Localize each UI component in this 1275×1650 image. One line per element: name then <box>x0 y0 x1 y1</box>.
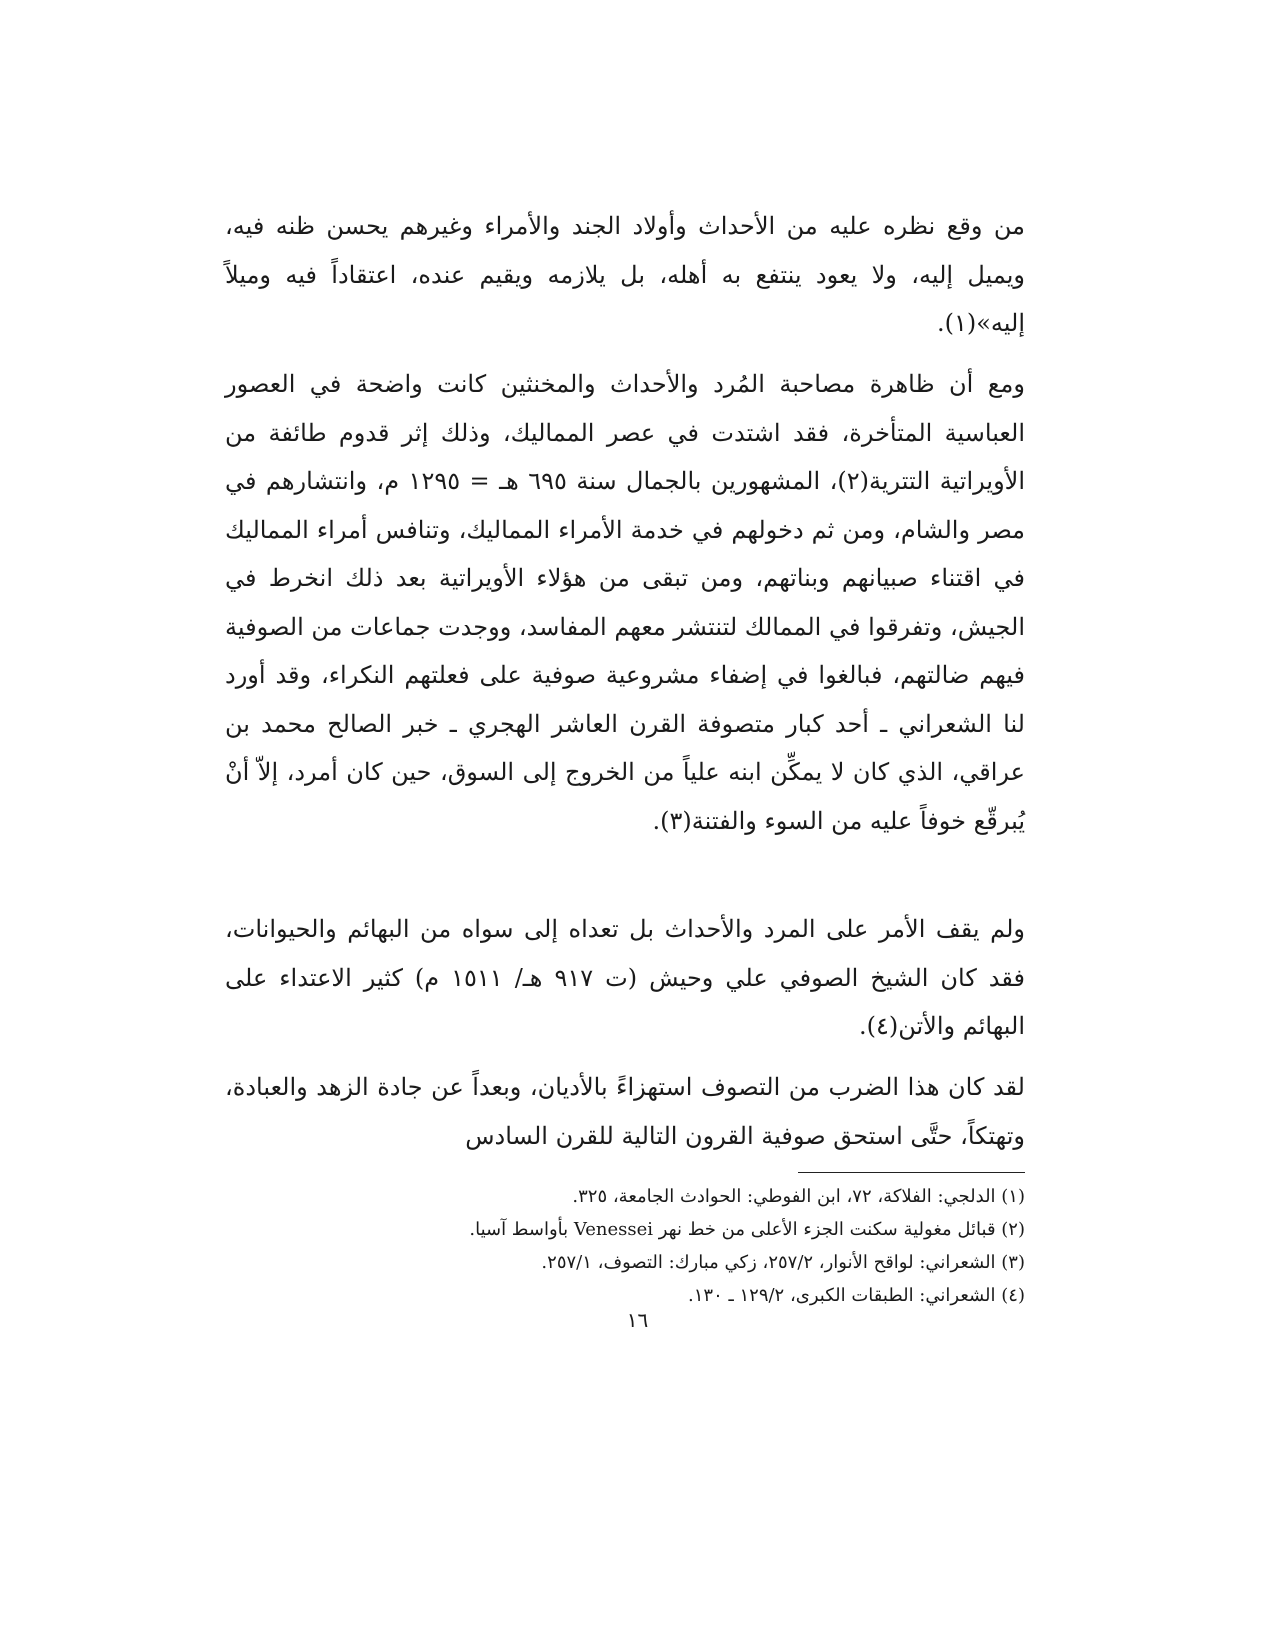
paragraph-2 <box>225 360 1025 845</box>
footnotes <box>225 1180 1025 1312</box>
footnote-1: (١) الدلجي: الفلاكة، ٧٢، ابن الفوطي: الحوادث الجامعة، ٣٢٥. <box>572 1186 1025 1207</box>
paragraph-text: لقد كان هذا الضرب من التصوف استهزاءً بالأديان، وبعداً عن جادة الزهد والعبادة، وتهتكاً، حتَّى استحق صوفية القرون التالية للقرن السادس <box>225 1073 1025 1150</box>
footnote-divider <box>798 1172 1025 1173</box>
page-number: ١٦ <box>626 1308 649 1332</box>
paragraph-1 <box>225 202 1025 348</box>
footnote-4: (٤) الشعراني: الطبقات الكبرى، ١٢٩/٢ ـ ١٣٠. <box>688 1285 1025 1306</box>
footnote-2: (٢) قبائل مغولية سكنت الجزء الأعلى من خط نهر Venessei بأواسط آسيا. <box>469 1219 1025 1240</box>
paragraph-3 <box>225 905 1025 1051</box>
paragraph-text: ومع أن ظاهرة مصاحبة المُرد والأحداث والمخنثين كانت واضحة في العصور العباسية المتأخرة، فقد اشتدت في عصر المماليك، وذلك إثر قدوم طائفة من الأويراتية التترية(٢)، المشهورين بالجمال سنة ٦٩٥ هـ = ١٢٩٥ م، وانتشارهم في مصر والشام، ومن ثم دخولهم في خدمة الأمراء المماليك، وتنافس أمراء المماليك في اقتناء صبيانهم وبناتهم، ومن تبقى من هؤلاء الأويراتية بعد ذلك انخرط في الجيش، وتفرقوا في الممالك لتنتشر معهم المفاسد، ووجدت جماعات من الصوفية فيهم ضالتهم، فبالغوا في إضفاء مشروعية صوفية على فعلتهم النكراء، وقد أورد لنا الشعراني ـ أحد كبار متصوفة القرن العاشر الهجري ـ خبر الصالح محمد بن عراقي، الذي كان لا يمكِّن ابنه علياً من الخروج إلى السوق، حين كان أمرد، إلاّ أنْ يُبرقّع خوفاً عليه من السوء والفتنة(٣). <box>225 370 1026 835</box>
paragraph-4 <box>225 1063 1025 1160</box>
paragraph-text: ولم يقف الأمر على المرد والأحداث بل تعداه إلى سواه من البهائم والحيوانات، فقد كان الشيخ الصوفي علي وحيش (ت ٩١٧ هـ/ ١٥١١ م) كثير الاعتداء على البهائم والأتن(٤). <box>225 915 1026 1040</box>
footnote-3: (٣) الشعراني: لواقح الأنوار، ٢٥٧/٢، زكي مبارك: التصوف، ٢٥٧/١. <box>541 1252 1025 1273</box>
paragraph-text: من وقع نظره عليه من الأحداث وأولاد الجند والأمراء وغيرهم يحسن ظنه فيه، ويميل إليه، ولا يعود ينتفع به أهله، بل يلازمه ويقيم عنده، اعتقاداً فيه وميلاً إليه»(١). <box>225 212 1025 337</box>
